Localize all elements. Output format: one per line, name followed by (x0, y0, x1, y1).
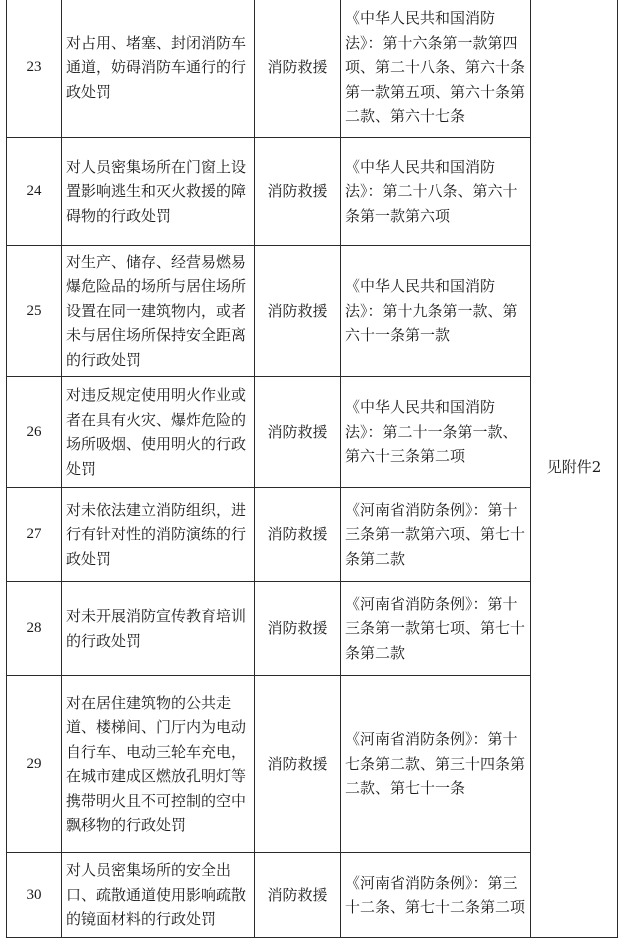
row-number: 30 (7, 853, 62, 938)
item-name: 对在居住建筑物的公共走道、楼梯间、门厅内为电动自行车、电动三轮车充电，在城市建成区燃放孔明灯等携带明火且不可控制的空中飘移物的行政处罚 (62, 676, 255, 853)
row-number: 29 (7, 676, 62, 853)
row-number: 24 (7, 138, 62, 246)
row-number: 23 (7, 0, 62, 138)
legal-basis: 《中华人民共和国消防法》：第二十八条、第六十条第一款第六项 (341, 138, 531, 246)
table-row (7, 377, 618, 488)
item-category: 消防救援 (255, 676, 341, 853)
item-name: 对人员密集场所的安全出口、疏散通道使用影响疏散的镜面材料的行政处罚 (62, 853, 255, 938)
row-number: 28 (7, 582, 62, 676)
table-row (7, 488, 618, 582)
row-number: 26 (7, 377, 62, 488)
table-row (7, 582, 618, 676)
penalty-table (6, 0, 618, 938)
item-category: 消防救援 (255, 138, 341, 246)
item-name: 对人员密集场所在门窗上设置影响逃生和灭火救援的障碍物的行政处罚 (62, 138, 255, 246)
row-number: 27 (7, 488, 62, 582)
item-category: 消防救援 (255, 246, 341, 377)
legal-basis: 《中华人民共和国消防法》：第十九条第一款、第六十一条第一款 (341, 246, 531, 377)
attachment-note: 见附件2 (531, 0, 618, 938)
table-row (7, 676, 618, 853)
legal-basis: 《河南省消防条例》：第十三条第一款第七项、第七十条第二款 (341, 582, 531, 676)
legal-basis: 《河南省消防条例》：第三十二条、第七十二条第二项 (341, 853, 531, 938)
table-row (7, 138, 618, 246)
table-row (7, 0, 618, 138)
item-category: 消防救援 (255, 377, 341, 488)
item-name: 对占用、堵塞、封闭消防车通道，妨碍消防车通行的行政处罚 (62, 0, 255, 138)
item-name: 对违反规定使用明火作业或者在具有火灾、爆炸危险的场所吸烟、使用明火的行政处罚 (62, 377, 255, 488)
item-name: 对未依法建立消防组织，进行有针对性的消防演练的行政处罚 (62, 488, 255, 582)
table-row (7, 246, 618, 377)
legal-basis: 《中华人民共和国消防法》：第二十一条第一款、第六十三条第二项 (341, 377, 531, 488)
item-category: 消防救援 (255, 853, 341, 938)
table-row (7, 853, 618, 938)
item-category: 消防救援 (255, 0, 341, 138)
legal-basis: 《河南省消防条例》：第十七条第二款、第三十四条第二款、第七十一条 (341, 676, 531, 853)
legal-basis: 《中华人民共和国消防法》：第十六条第一款第四项、第二十八条、第六十条第一款第五项、第六十条第二款、第六十七条 (341, 0, 531, 138)
item-category: 消防救援 (255, 582, 341, 676)
row-number: 25 (7, 246, 62, 377)
item-category: 消防救援 (255, 488, 341, 582)
legal-basis: 《河南省消防条例》：第十三条第一款第六项、第七十条第二款 (341, 488, 531, 582)
item-name: 对未开展消防宣传教育培训的行政处罚 (62, 582, 255, 676)
item-name: 对生产、储存、经营易燃易爆危险品的场所与居住场所设置在同一建筑物内，或者未与居住场所保持安全距离的行政处罚 (62, 246, 255, 377)
